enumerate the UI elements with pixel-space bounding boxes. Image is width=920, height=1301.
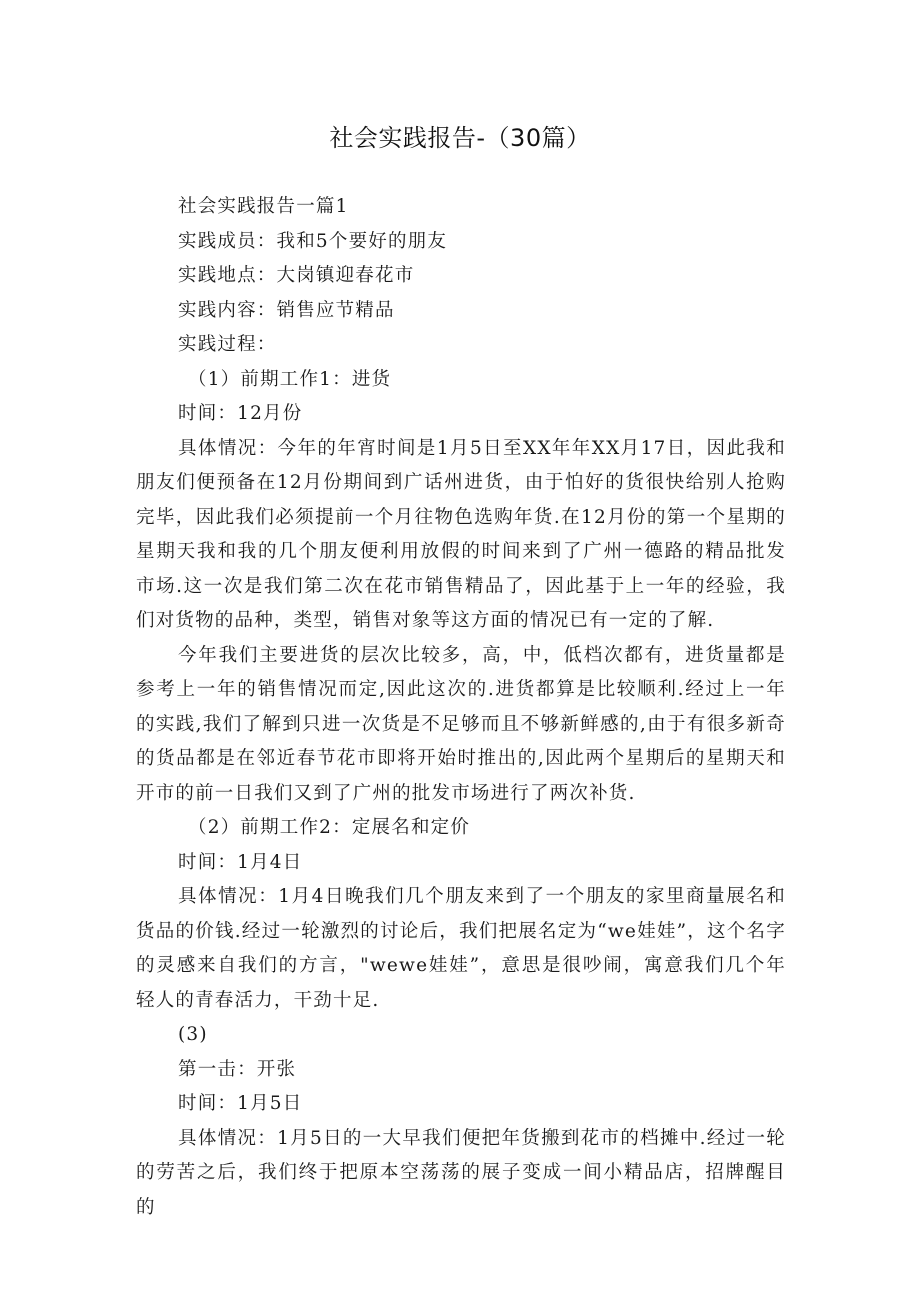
step-3-details-paragraph: 具体情况：1月5日的一大早我们便把年货搬到花市的档摊中.经过一轮的劳苦之后，我们终于把原本空荡荡的展子变成一间小精品店，招牌醒目的	[136, 1127, 786, 1218]
step-2-heading: （2）前期工作2：定展名和定价	[188, 817, 471, 838]
document-body	[136, 190, 786, 1225]
step-1-heading: （1）前期工作1：进货	[188, 368, 392, 390]
practice-members: 实践成员：我和5个要好的朋友	[178, 230, 448, 252]
step-1-details-paragraph: 具体情况：今年的年宵时间是1月5日至XX年年XX月17日，因此我和朋友们便预备在12月份期间到广话州进货，由于怕好的货很快给别人抢购完毕，因此我们必须提前一个月往物色选购年货.在12月份的第一个星期的星期天我和我的几个朋友便利用放假的时间来到了广州一德路的精品批发市场.这一次是我们第二次在花市销售精品了，因此基于上一年的经验，我们对货物的品种，类型，销售对象等这方面的情况已有一定的了解.	[136, 437, 786, 631]
step-1-time: 时间：12月份	[178, 403, 303, 424]
step-1-followup-paragraph: 今年我们主要进货的层次比较多，高，中，低档次都有，进货量都是参考上一年的销售情况而定,因此这次的.进货都算是比较顺利.经过上一年的实践,我们了解到只进一次货是不足够而且不够新鲜感的,由于有很多新奇的货品都是在邻近春节花市即将开始时推出的,因此两个星期后的星期天和开市的前一日我们又到了广州的批发市场进行了两次补货.	[136, 644, 786, 804]
step-3-heading: 第一击：开张	[178, 1058, 297, 1080]
document-title: 社会实践报告-（30篇）	[329, 124, 591, 152]
practice-location: 实践地点：大岗镇迎春花市	[178, 265, 415, 286]
section-heading: 社会实践报告一篇1	[178, 196, 349, 217]
step-2-time: 时间：1月4日	[178, 851, 303, 873]
step-3-number: (3)	[178, 1024, 208, 1045]
practice-process-label: 实践过程：	[178, 334, 277, 355]
step-3-time: 时间：1月5日	[178, 1093, 303, 1114]
practice-content: 实践内容：销售应节精品	[178, 299, 395, 321]
step-2-details-paragraph: 具体情况：1月4日晚我们几个朋友来到了一个朋友的家里商量展名和货品的价钱.经过一轮激烈的讨论后，我们把展名定为“we娃娃”，这个名字的灵感来自我们的方言，"wewe娃娃”，意思是很吵闹，寓意我们几个年轻人的青春活力，干劲十足.	[136, 886, 786, 1011]
